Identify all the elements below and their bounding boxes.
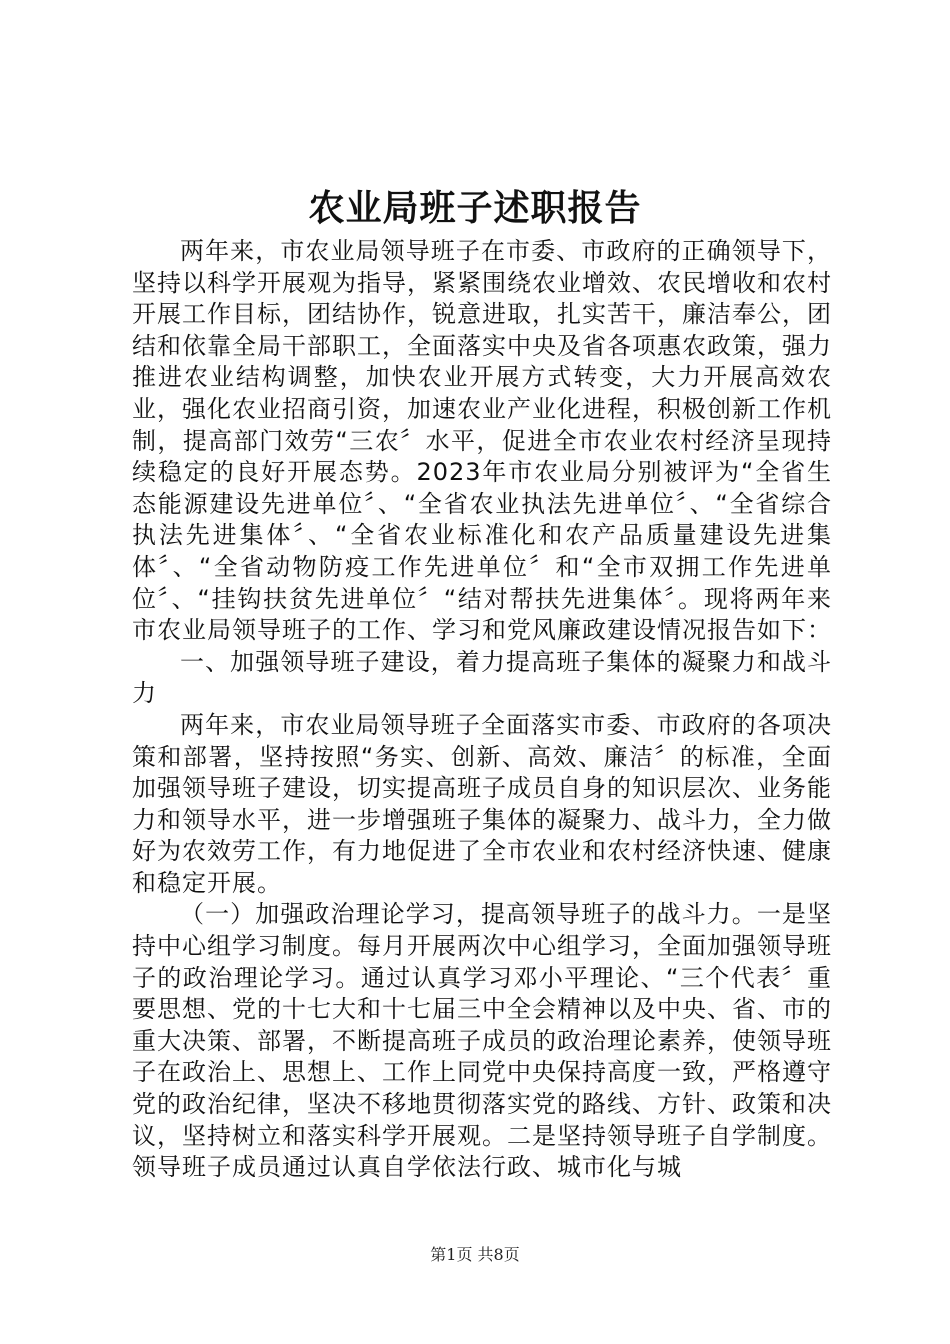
document-title: 农业局班子述职报告	[308, 187, 642, 229]
paragraph-subsection-1: （一）加强政治理论学习，提高领导班子的战斗力。一是坚持中心组学习制度。每月开展两次中心组学习，全面加强领导班子的政治理论学习。通过认真学习邓小平理论、“三个代表〞重要思想、党的十七大和十七届三中全会精神以及中央、省、市的重大决策、部署，不断提高班子成员的政治理论素养，使领导班子在政治上、思想上、工作上同党中央保持高度一致，严格遵守党的政治纪律，坚决不移地贯彻落实党的路线、方针、政策和决议，坚持树立和落实科学开展观。二是坚持领导班子自学制度。领导班子成员通过认真自学依法行政、城市化与城	[132, 900, 832, 1182]
document-body	[132, 236, 832, 1184]
paragraph-intro: 两年来，市农业局领导班子在市委、市政府的正确领导下，坚持以科学开展观为指导，紧紧围绕农业增效、农民增收和农村开展工作目标，团结协作，锐意进取，扎实苦干，廉洁奉公，团结和依靠全局干部职工，全面落实中央及省各项惠农政策，强力推进农业结构调整，加快农业开展方式转变，大力开展高效农业，强化农业招商引资，加速农业产业化进程，积极创新工作机制，提高部门效劳“三农〞水平，促进全市农业农村经济呈现持续稳定的良好开展态势。2023年市农业局分别被评为“全省生态能源建设先进单位〞、“全省农业执法先进单位〞、“全省综合执法先进集体〞、“全省农业标准化和农产品质量建设先进集体〞、“全省动物防疫工作先进单位〞和“全市双拥工作先进单位〞、“挂钩扶贫先进单位〞“结对帮扶先进集体〞。现将两年来市农业局领导班子的工作、学习和党风廉政建设情况报告如下：	[132, 237, 832, 645]
page-number-footer: 第1页 共8页	[430, 1245, 520, 1264]
section-heading-1: 一、加强领导班子建设，着力提高班子集体的凝聚力和战斗力	[132, 647, 832, 708]
paragraph-section-1: 两年来，市农业局领导班子全面落实市委、市政府的各项决策和部署，坚持按照“务实、创新、高效、廉洁〞的标准，全面加强领导班子建设，切实提高班子成员自身的知识层次、业务能力和领导水平，进一步增强班子集体的凝聚力、战斗力，全力做好为农效劳工作，有力地促进了全市农业和农村经济快速、健康和稳定开展。	[132, 710, 832, 897]
